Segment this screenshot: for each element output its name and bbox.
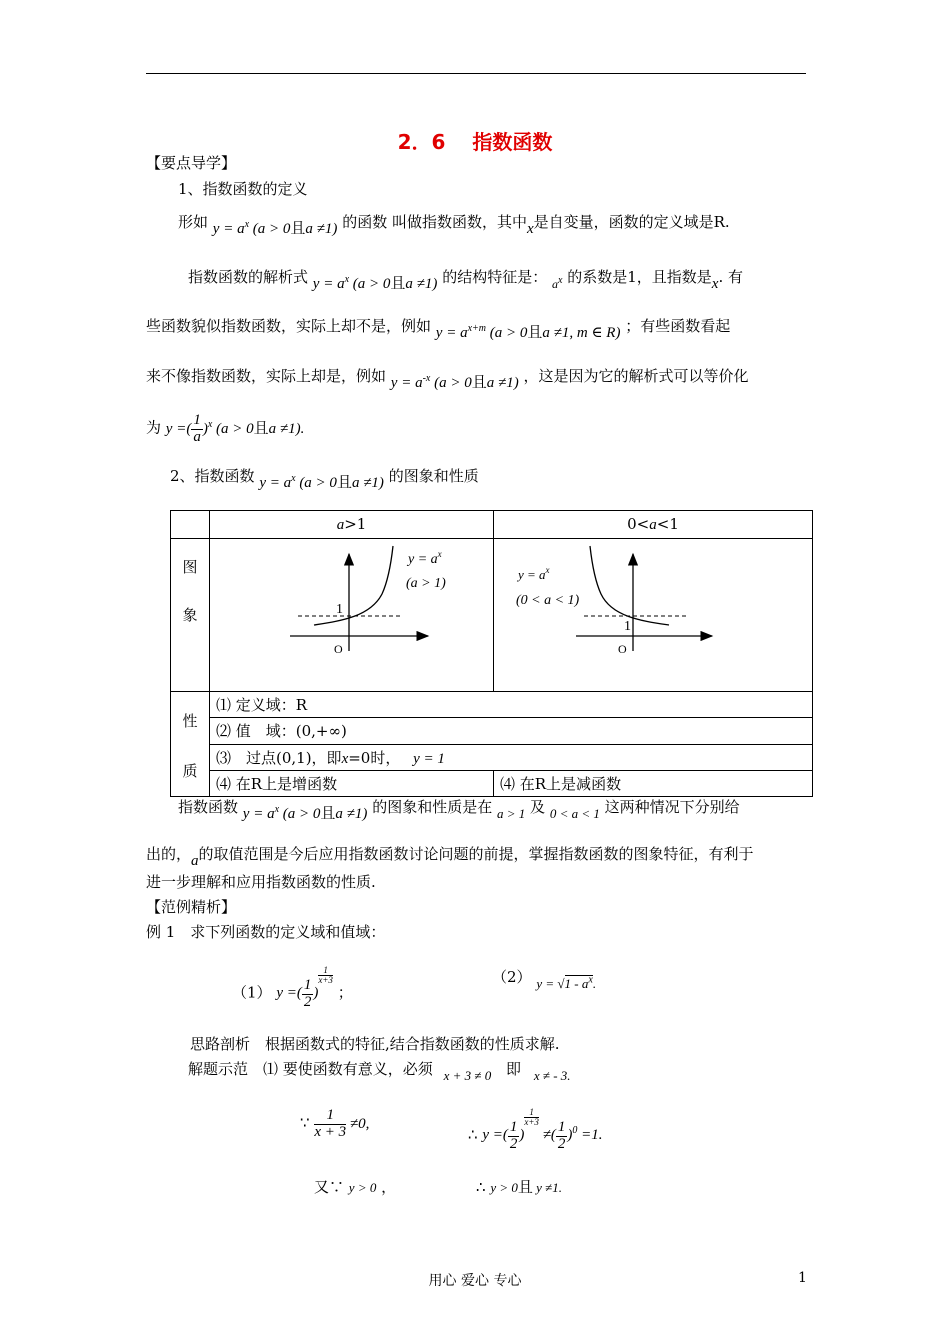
footer-slogan: 用心 爱心 专心 [428, 1273, 522, 1289]
corner-cell [171, 511, 210, 539]
text: 及 [530, 798, 546, 816]
properties-table [170, 510, 813, 797]
because-symbol: ∵ [300, 1113, 310, 1132]
text: 的图象和性质 [388, 467, 479, 485]
var-a: a [191, 853, 199, 869]
item-definition-title: 1、指数函数的定义 [178, 180, 308, 198]
formula-because: $\frac{1}{x + 3}$ ≠0, [314, 1107, 370, 1140]
formula-conclusion: y > 0且 y ≠1. [490, 1180, 563, 1196]
curve-label-decreasing: $y = a^x$ [518, 565, 550, 582]
formula-exp-structure: $y = a^x$ (a > 0且a ≠1) [312, 274, 438, 292]
graph-cell-decreasing [494, 539, 813, 692]
formula-inverse-base: y =( $\frac{1}{a}$ )$^x$ (a > 0且a ≠1). [165, 412, 305, 445]
prop-domain: ⑴ 定义域：R [210, 692, 813, 718]
text: ，这是因为它的解析式可以等价化 [523, 367, 749, 385]
label-one: 1 [624, 619, 631, 634]
also-line [314, 1176, 396, 1197]
section-heading-examples: 【范例精析】 [146, 898, 237, 916]
text: 指数函数的解析式 [188, 268, 309, 286]
curve-label-increasing: $y = a^x$ [408, 549, 442, 567]
formula-y-equals-1: y = 1 [413, 750, 445, 767]
definition-paragraph [178, 211, 730, 237]
text: . 有 [718, 268, 743, 286]
text: ；有些函数看起 [625, 317, 731, 335]
question-1 [232, 966, 353, 1010]
formula-fake-exp: $y = a^{x+m}$ (a > 0且a ≠1, m ∈ R) [435, 323, 621, 341]
graph-cell-increasing [210, 539, 494, 692]
text: 又∵ [314, 1178, 345, 1196]
header-a-between: 0<a<1 [494, 511, 813, 539]
text: 是自变量，函数的定义域是R. [533, 213, 730, 231]
section-heading-key-points: 【要点导学】 [146, 154, 237, 172]
hidden-exp-paragraph [146, 365, 749, 391]
label-origin: O [618, 642, 627, 656]
condition-label-decreasing: (0 < a < 1) [516, 593, 580, 608]
header-a-greater-1: a>1 [210, 511, 494, 539]
condition-label-increasing: (a > 1) [406, 576, 446, 591]
conclusion-line [476, 1176, 562, 1197]
label-origin: O [334, 642, 343, 656]
prop-decreasing: ⑷ 在R上是减函数 [494, 770, 813, 796]
text: 的图象和性质是在 [372, 798, 493, 816]
text: 这两种情况下分别给 [604, 798, 740, 816]
separator: ； [337, 983, 353, 1002]
condition-a-between: 0 < a < 1 [549, 806, 600, 821]
solution-line [188, 1058, 571, 1083]
row-label-properties: 性 质 [171, 692, 210, 797]
example-1-title: 例 1 求下列函数的定义域和值域： [146, 923, 386, 941]
exp-curve-increasing [314, 546, 393, 625]
formula-exp-graph: $y = a^x$ (a > 0且a ≠1) [259, 473, 384, 491]
because-line [300, 1108, 369, 1141]
item-graph-title [170, 465, 479, 491]
formula-ax: ax [551, 275, 563, 291]
text: 即 [506, 1060, 522, 1078]
text: 来不像指数函数，实际上却是，例如 [146, 367, 387, 385]
text: 解题示范 ⑴ 要使函数有意义，必须 [188, 1060, 433, 1078]
graph-decreasing [494, 539, 812, 687]
therefore-line [468, 1108, 603, 1152]
condition-a-gt-1: a > 1 [496, 806, 526, 821]
label-one: 1 [336, 602, 343, 617]
text: 出的， [146, 845, 192, 863]
var-x: x [341, 750, 349, 767]
graph-summary-line3: 进一步理解和应用指数函数的性质. [146, 873, 376, 891]
text: 为 [146, 418, 162, 437]
graph-summary-line2 [146, 843, 754, 869]
formula-y-positive: y > 0 [348, 1180, 377, 1195]
label: （2） [492, 968, 532, 986]
var-x: x [711, 276, 719, 292]
text: 些函数貌似指数函数，实际上却不是，例如 [146, 317, 432, 335]
text: ， [381, 1178, 397, 1196]
formula-therefore: y =( $\frac{1}{2}$ ) $\frac{1}{x+3}$ ≠( $\frac{1}{2}$ )$^0$ =1. [482, 1107, 603, 1152]
prop-fixed-point [210, 744, 813, 770]
prop-range: ⑵ 值 域：(0,+∞) [210, 718, 813, 744]
analysis-line: 思路剖析 根据函数式的特征,结合指数函数的性质求解. [190, 1035, 560, 1053]
row-label-graph: 图 象 [171, 539, 210, 692]
text: 的结构特征是： [442, 268, 548, 286]
formula-q1: y =( $\frac{1}{2}$ ) $\frac{1}{x+3}$ [276, 965, 333, 1010]
header-rule [146, 73, 806, 74]
page-number: 1 [798, 1270, 807, 1286]
formula-exp-def: $y = a^x$ (a > 0且a ≠1) [212, 219, 338, 237]
text: ⑶ 过点(0,1)，即 [216, 748, 342, 767]
text: 的取值范围是今后应用指数函数讨论问题的前提，掌握指数函数的图象特征，有利于 [198, 845, 754, 863]
page-title: 2．6 指数函数 [397, 130, 553, 154]
formula-q2: $y = √1 - a^x$. [536, 974, 597, 991]
therefore-symbol: ∴ [468, 1125, 478, 1144]
text: 的函数 叫做指数函数，其中 [342, 213, 527, 231]
text: 指数函数 [178, 798, 239, 816]
text: =0时， [348, 748, 401, 767]
prop-increasing: ⑷ 在R上是增函数 [210, 770, 494, 796]
graph-increasing [210, 539, 493, 687]
label: （1） [232, 983, 272, 1002]
equivalent-paragraph [146, 413, 304, 446]
question-2 [492, 966, 597, 991]
graph-summary-paragraph [178, 796, 740, 822]
exp-curve-decreasing [590, 546, 669, 625]
var-x: x [526, 221, 534, 237]
formula-x-not-minus-3: x ≠ - 3. [533, 1068, 571, 1083]
fake-exp-paragraph [146, 315, 731, 341]
formula-exp-summary: $y = a^x$ (a > 0且a ≠1) [242, 804, 368, 822]
text: 2、指数函数 [170, 467, 255, 485]
formula-neg-exp: $y = a^{-x}$ (a > 0且a ≠1) [390, 373, 519, 391]
text: 形如 [178, 213, 209, 231]
therefore-symbol: ∴ [476, 1178, 486, 1196]
text: 的系数是1，且指数是 [567, 268, 712, 286]
structure-paragraph [188, 266, 743, 292]
formula-denominator-nonzero: x + 3 ≠ 0 [443, 1068, 492, 1083]
